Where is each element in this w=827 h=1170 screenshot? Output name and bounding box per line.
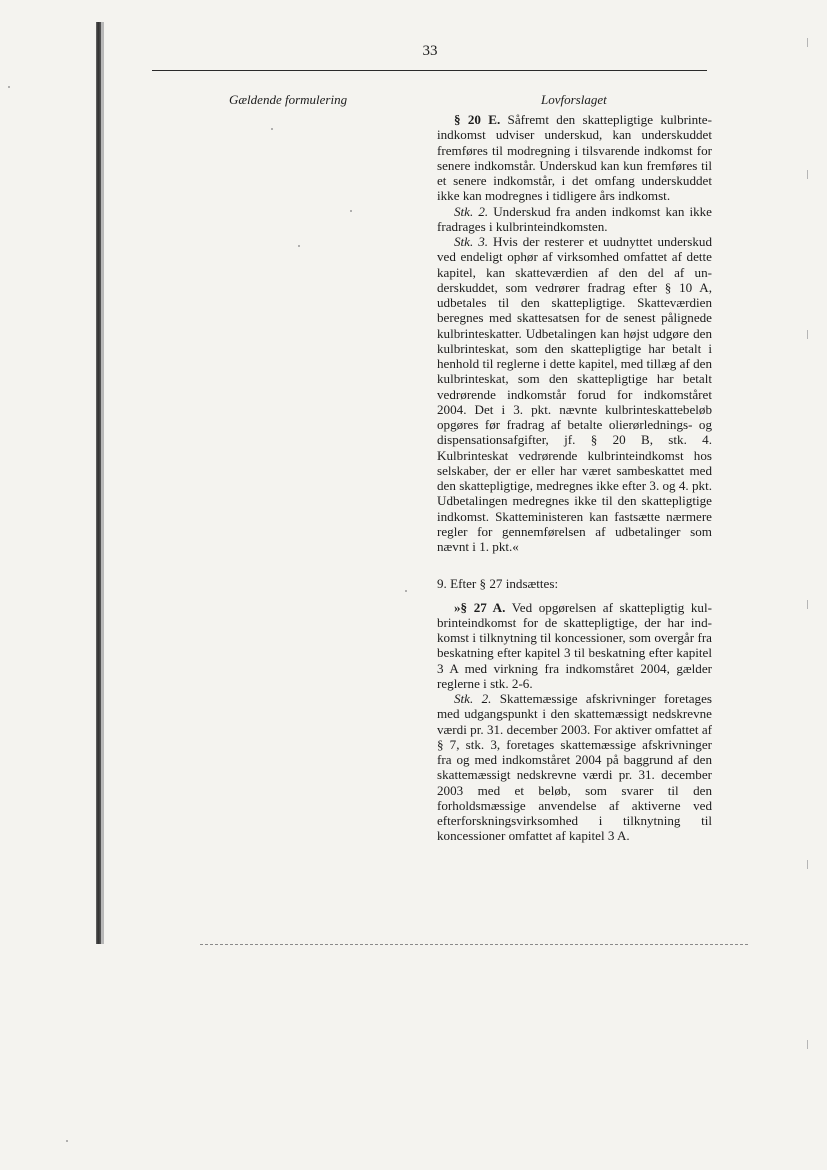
left-column-header: Gældende formulering — [229, 92, 348, 107]
scan-speck — [807, 600, 808, 609]
scan-speck — [298, 245, 300, 247]
paragraph-text: Ved opgørelsen af skattepligtig kulbrinteindkomst for de skattepligtige, der har indkomst i tilknytning til koncessioner, som overgår fra beskatning efter kapitel 3 til beskatning efter kapitel 3 A med virkning fra indkomståret 2004, gælder reglerne i stk. 2-6. — [437, 599, 712, 691]
scan-speck — [66, 1140, 68, 1142]
scan-speck — [807, 38, 808, 47]
scan-speck — [807, 860, 808, 869]
right-column-header: Lovforslaget — [541, 92, 607, 107]
paragraph-20e — [437, 112, 712, 204]
amendment-item-9 — [437, 576, 712, 591]
scan-speck — [8, 86, 10, 88]
paragraph-text: Såfremt den skattepligtige kulbrinteindkomst udviser underskud, kan underskuddet fremføres til modregning i tilsvarende indkomst for senere indkomstår. Underskud kan kun fremføres til et senere indkomstår, i det omfang underskuddet ikke kan modregnes i tidligere års indkomst. — [437, 112, 712, 204]
paragraph-text: Hvis der resterer et uudnyttet underskud ved endeligt ophør af virksomhed omfattet af dette kapitel, kan skatteværdien af den del af underskuddet, som vedrører fradrag efter § 10 A, udbetales til den skattepligtige. Skatteværdien beregnes med skattesatsen for de senest pålignede kulbrinteskatter. Udbetalingen kan højst udgøre den kulbrinteskat, som den skattepligtige har betalt i henhold til reglerne i dette kapitel, med tillæg af den kulbrinteskat, som den skattepligtige har betalt vedrørende indkomstår forud for indkomståret 2004. Det i 3. pkt. nævnte kulbrinteskattebeløb opgøres før fradrag af betalte olierørlednings- og dispensationsafgifter, jf. § 20 B, stk. 4. Kulbrinteskat vedrørende kulbrinteindkomst hos selskaber, der er eller har været sambeskattet med den skattepligtige, medregnes ikke efter 3. og 4. pkt. Udbetalingen medregnes ikke til den skattepligtige indkomst. Skatteministeren kan fastsætte nærmere regler for gennemførelsen af udbetalinger som nævnt i 1. pkt.« — [437, 234, 712, 554]
paragraph-text: Underskud fra anden indkomst kan ikke fradrages i kulbrinteindkomsten. — [437, 203, 712, 234]
section-mark: »§ 27 A. — [454, 599, 506, 615]
scan-speck — [807, 330, 808, 339]
paragraph-27a-stk2 — [437, 691, 712, 844]
paragraph-text: 9. Efter § 27 indsættes: — [437, 576, 559, 592]
paragraph-stk2 — [437, 204, 712, 235]
page-binding-shadow — [101, 22, 104, 944]
stk-label: Stk. 2. — [454, 203, 489, 219]
scan-speck — [807, 170, 808, 179]
header-rule — [152, 70, 707, 71]
section-mark: § 20 E. — [454, 112, 501, 127]
paragraph-text: Skattemæssige afskrivninger foretages med udgangspunkt i den skattemæssigt nedskrevne værdi pr. 31. december 2003. For aktiver omfattet af § 7, stk. 3, foretages skattemæssige afskrivninger fra og med indkomståret 2004 på baggrund af den skattemæssigt nedskrevne værdi pr. 31. december 2003 med et beløb, som svarer til den forholdsmæssige anvendelse af aktiverne ved efterforskningsvirksomhed i tilknytning til koncessioner omfattet af kapitel 3 A. — [437, 691, 712, 844]
scan-speck — [405, 590, 407, 592]
scan-speck — [807, 1040, 808, 1049]
paragraph-27a — [437, 600, 712, 692]
scan-speck — [271, 128, 273, 130]
paragraph-stk3 — [437, 234, 712, 554]
stk-label: Stk. 2. — [454, 691, 492, 706]
scan-speck — [350, 210, 352, 212]
page-number: 33 — [422, 43, 438, 59]
footer-rule — [200, 944, 748, 945]
stk-label: Stk. 3. — [454, 234, 489, 249]
bill-text-column — [437, 112, 712, 844]
